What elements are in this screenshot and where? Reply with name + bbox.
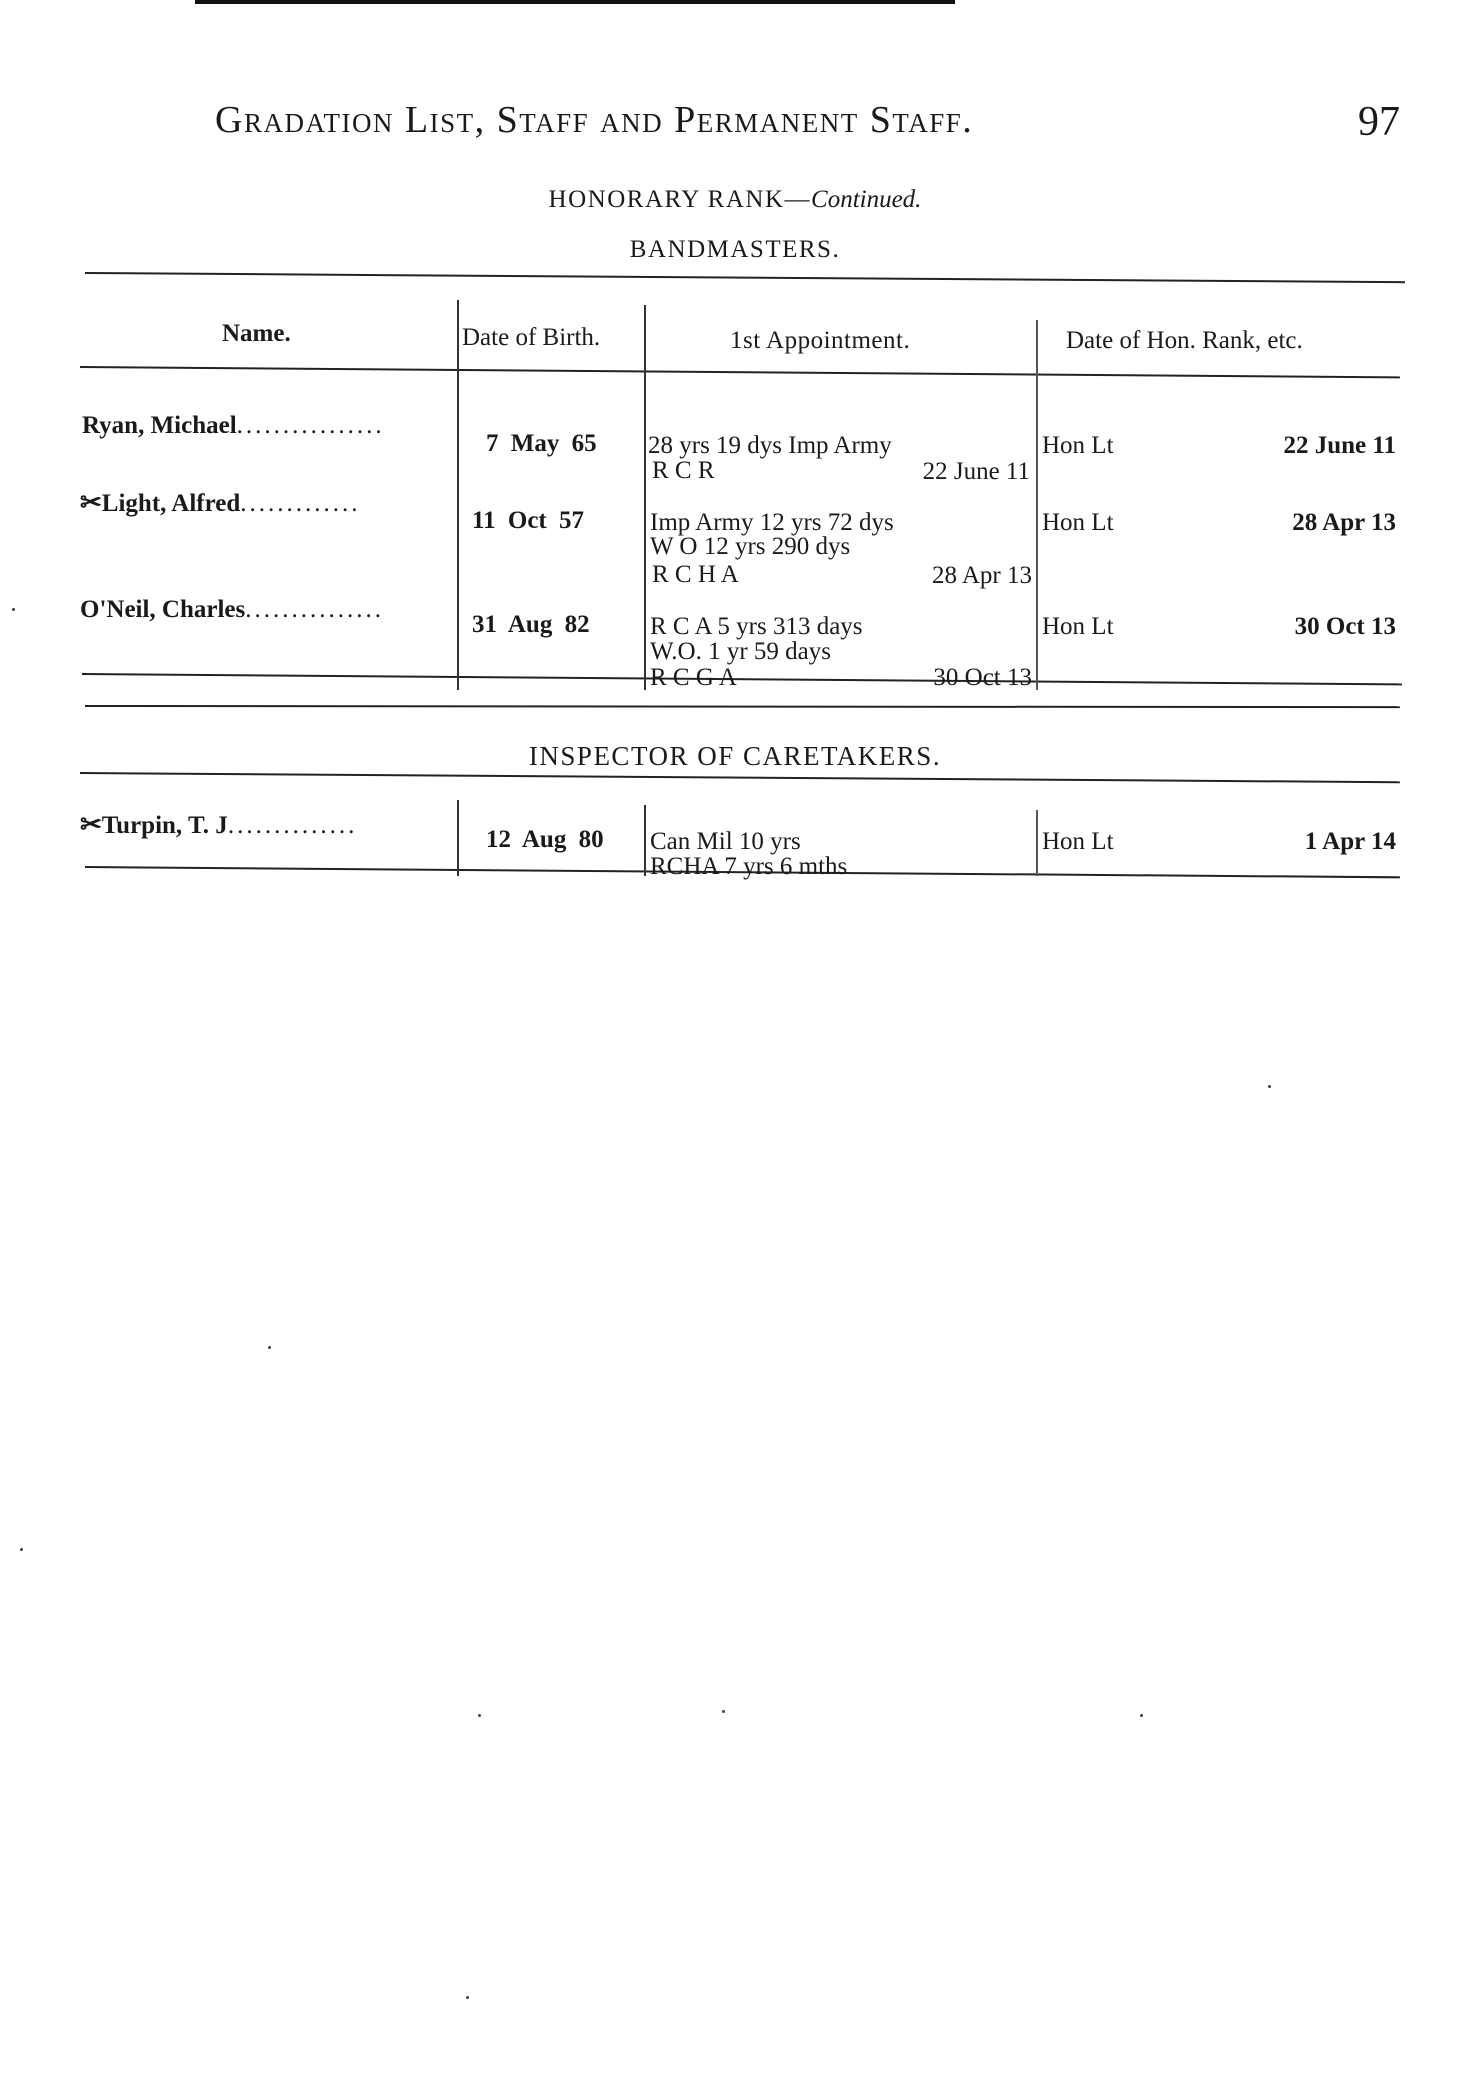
appointment-line: R C G A	[650, 664, 737, 691]
hon-rank-date: 30 Oct 13	[1294, 613, 1396, 640]
column-header-name: Name.	[222, 320, 291, 347]
header-bottom-rule	[80, 366, 1400, 378]
column-divider-1	[457, 800, 459, 876]
hon-rank-date: 28 Apr 13	[1292, 509, 1396, 536]
leader-dots: ..............	[227, 812, 358, 839]
scan-speck	[12, 608, 15, 611]
hon-rank-cell: Hon Lt	[1042, 828, 1114, 855]
column-header-hon-rank: Date of Hon. Rank, etc.	[1066, 327, 1303, 354]
table-bottom-rule	[82, 673, 1402, 685]
appointment-line: R C A 5 yrs 313 days	[650, 613, 863, 640]
table-row-name	[80, 596, 384, 624]
appointment-line: W O 12 yrs 290 dys	[650, 533, 851, 560]
page-header	[215, 98, 1400, 148]
scan-speck	[722, 1710, 725, 1713]
appointment-line: 28 yrs 19 dys Imp Army	[648, 432, 892, 459]
name-text: Light, Alfred	[101, 490, 241, 517]
column-divider-3	[1036, 320, 1038, 690]
scan-speck	[1140, 1714, 1143, 1717]
column-header-appointment: 1st Appointment.	[730, 327, 911, 354]
appointment-line: R C H A	[652, 561, 739, 588]
scissors-icon: ✂	[80, 488, 102, 517]
subtitle-main: HONORARY RANK—	[548, 186, 812, 213]
column-divider-1	[457, 300, 459, 690]
leader-dots: ...............	[245, 596, 385, 623]
dob-cell: 11 Oct 57	[472, 507, 584, 534]
hon-rank-date: 22 June 11	[1283, 432, 1396, 459]
leader-dots: .............	[240, 490, 361, 517]
rank-subtitle	[0, 186, 1470, 214]
hon-rank-cell: Hon Lt	[1042, 432, 1114, 459]
scan-speck	[466, 1996, 469, 1999]
dob-cell: 12 Aug 80	[486, 826, 604, 853]
scan-speck	[478, 1714, 481, 1717]
appointment-line: W.O. 1 yr 59 days	[650, 638, 832, 665]
section-heading-bandmasters: BANDMASTERS.	[629, 236, 841, 263]
section-divider-rule	[85, 705, 1400, 708]
top-edge-bar	[195, 0, 955, 4]
table-top-rule	[85, 272, 1405, 283]
appointment-line: R C R	[652, 457, 715, 484]
name-text: O'Neil, Charles	[80, 596, 246, 623]
scissors-icon: ✂	[80, 810, 102, 839]
name-text: Ryan, Michael	[82, 412, 237, 439]
dob-cell: 7 May 65	[486, 430, 597, 457]
hon-rank-cell: Hon Lt	[1042, 509, 1114, 536]
appointment-line: Imp Army 12 yrs 72 dys	[650, 509, 894, 536]
scan-speck	[268, 1346, 271, 1349]
column-divider-2	[644, 805, 646, 876]
dob-cell: 31 Aug 82	[472, 611, 590, 638]
column-divider-2	[644, 305, 646, 690]
section-heading-inspector: INSPECTOR OF CARETAKERS.	[528, 741, 942, 771]
appointment-date: 28 Apr 13	[932, 562, 1032, 589]
leader-dots: ................	[236, 412, 385, 439]
appointment-line: RCHA 7 yrs 6 mths	[650, 853, 848, 880]
appointment-line: Can Mil 10 yrs	[650, 828, 801, 855]
table-row-name	[82, 412, 385, 440]
appointment-date: 22 June 11	[922, 458, 1030, 485]
hon-rank-cell: Hon Lt	[1042, 613, 1114, 640]
table-row-name	[80, 810, 357, 840]
name-text: Turpin, T. J	[101, 812, 228, 839]
table-top-rule	[80, 772, 1400, 783]
page-title: Gradation List, Staff and Permanent Staff.	[215, 99, 974, 141]
appointment-date: 30 Oct 13	[933, 664, 1032, 691]
column-divider-3	[1036, 810, 1038, 876]
column-header-dob: Date of Birth.	[462, 324, 601, 351]
hon-rank-date: 1 Apr 14	[1304, 828, 1396, 855]
scan-speck	[20, 1548, 23, 1551]
scan-speck	[1268, 1085, 1271, 1088]
subtitle-continued: Continued.	[811, 186, 922, 213]
table-row-name	[80, 488, 361, 518]
page-number: 97	[1358, 99, 1400, 145]
